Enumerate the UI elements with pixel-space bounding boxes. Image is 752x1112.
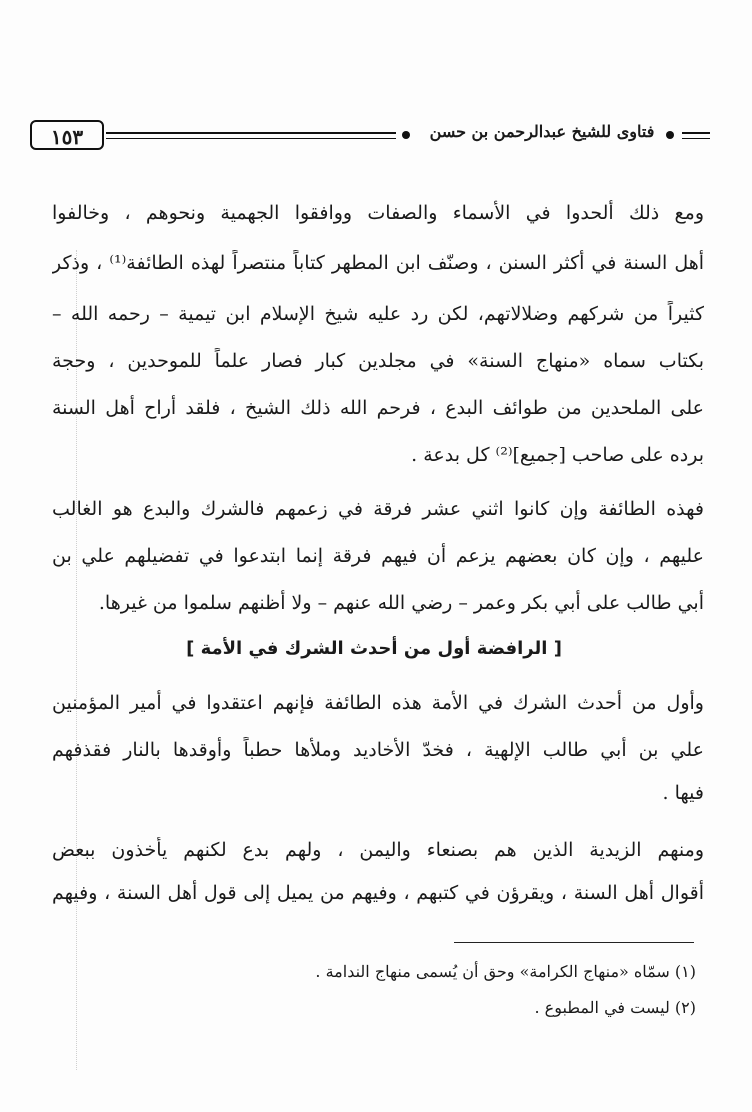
paragraph-3-line-3: فيها . xyxy=(662,782,704,804)
paragraph-4-line-2: أقوال أهل السنة ، ويقرؤن في كتبهم ، وفيهم من يميل إلى قول أهل السنة ، وفيهم xyxy=(52,882,704,904)
paragraph-1-line-5: على الملحدين من طوائف البدع ، فرحم الله ذلك الشيخ ، فلقد أراح أهل السنة xyxy=(52,397,704,419)
header-rule-right-thick xyxy=(682,132,710,134)
header-rule-thick xyxy=(106,132,396,134)
footnote-separator xyxy=(454,942,694,943)
paragraph-3-line-1: وأول من أحدث الشرك في الأمة هذه الطائفة فإنهم اعتقدوا في أمير المؤمنين xyxy=(52,692,704,714)
header-rule-right-thin xyxy=(682,138,710,139)
paragraph-2-line-3: أبي طالب على أبي بكر وعمر – رضي الله عنهم – ولا أظنهم سلموا من غيرها. xyxy=(98,592,704,614)
paragraph-1-line-2: أهل السنة في أكثر السنن ، وصنّف ابن المطهر كتاباً منتصراً لهذه الطائفة⁽¹⁾ ، وذكر xyxy=(52,252,704,274)
paragraph-1-line-4: بكتاب سماه «منهاج السنة» في مجلدين كبار فصار علماً للموحدين ، وحجة xyxy=(52,350,704,372)
paragraph-2-line-1: فهذه الطائفة وإن كانوا اثني عشر فرقة في زعمهم فالشرك والبدع هو الغالب xyxy=(52,498,704,520)
footnote-2: (٢) ليست في المطبوع . xyxy=(534,998,696,1017)
section-heading: [ الرافضة أول من أحدث الشرك في الأمة ] xyxy=(186,638,562,659)
header-bullet-left xyxy=(402,131,410,139)
footnote-1: (١) سمّاه «منهاج الكرامة» وحق أن يُسمى منهاج الندامة . xyxy=(315,962,696,981)
paragraph-1-line-6: برده على صاحب [جميع]⁽²⁾ كل بدعة . xyxy=(411,444,704,466)
running-header xyxy=(30,118,710,158)
header-rule-thin xyxy=(106,138,396,139)
header-bullet-right xyxy=(666,131,674,139)
paragraph-2-line-2: عليهم ، وإن كان بعضهم يزعم أن فيهم فرقة إنما ابتدعوا في تفضيلهم علي بن xyxy=(52,545,704,567)
paragraph-4-line-1: ومنهم الزيدية الذين هم بصنعاء واليمن ، ولهم بدع لكنهم يأخذون ببعض xyxy=(52,839,704,861)
paragraph-3-line-2: علي بن أبي طالب الإلهية ، فخدّ الأخاديد وملأها حطباً وأوقدها بالنار فقذفهم xyxy=(52,739,704,761)
page-number: ١٥٣ xyxy=(30,120,104,150)
paragraph-1-line-1: ومع ذلك ألحدوا في الأسماء والصفات ووافقوا الجهمية ونحوهم ، وخالفوا xyxy=(52,202,704,224)
paragraph-1-line-3: كثيراً من شركهم وضلالاتهم، لكن رد عليه شيخ الإسلام ابن تيمية – رحمه الله – xyxy=(52,303,704,325)
running-title: فتاوى للشيخ عبدالرحمن بن حسن xyxy=(429,122,655,141)
